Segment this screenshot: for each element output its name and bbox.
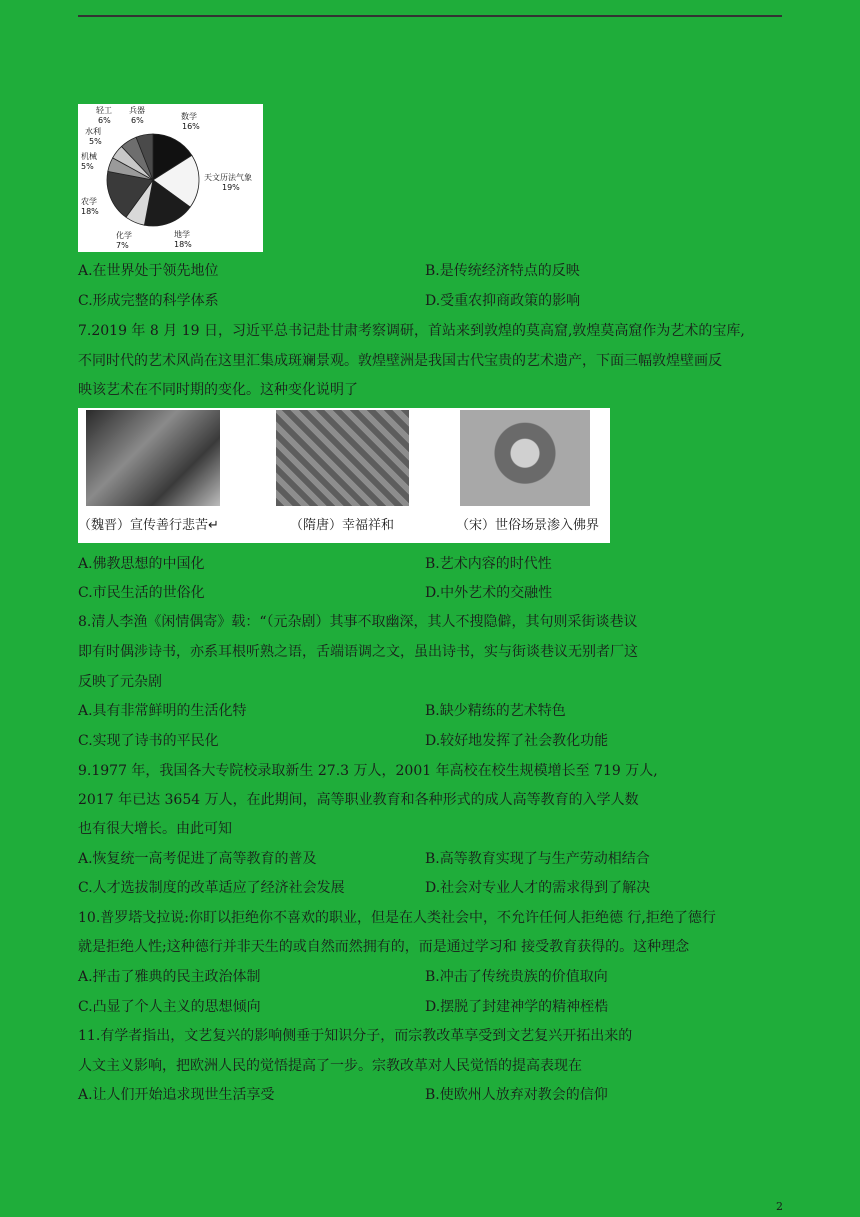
pie-value-light: 6% xyxy=(98,116,111,125)
header-rule xyxy=(78,15,782,17)
pie-label-geo: 地学 xyxy=(174,230,190,239)
q11-option-a: A.让人们开始追求现世生活享受 xyxy=(78,1087,275,1103)
q9-stem-line-1: 9.1977 年，我国各大专院校录取新生 27.3 万人，2001 年高校在校生规模增长至 719 万人, xyxy=(78,763,658,779)
caption-song: （宋）世俗场景渗入佛界 xyxy=(456,518,600,533)
mural-song-image xyxy=(460,410,590,506)
q7-option-d: D.中外艺术的交融性 xyxy=(425,585,553,601)
q6-option-d: D.受重农抑商政策的影响 xyxy=(425,293,581,309)
q8-stem-line-1: 8.清人李渔《闲情偶寄》载：“（元杂剧）其事不取幽深，其人不搜隐僻，其句则采街谈巷议 xyxy=(78,614,638,630)
pie-label-agri: 农学 xyxy=(81,197,97,206)
pie-value-math: 16% xyxy=(182,122,200,131)
q11-option-b: B.使欧州人放弃对教会的信仰 xyxy=(425,1087,608,1103)
q7-stem-line-2: 不同时代的艺术风尚在这里汇集成斑斓景观。敦煌壁洲是我国古代宝贵的艺术遗产，下面三幅敦煌壁画反 xyxy=(78,353,722,369)
q9-stem-line-3: 也有很大增长。由此可知 xyxy=(78,821,232,837)
q8-option-b: B.缺少精练的艺术特色 xyxy=(425,703,566,719)
q7-option-c: C.市民生活的世俗化 xyxy=(78,585,205,601)
pie-label-light: 轻工 xyxy=(96,106,112,115)
q8-option-a: A.具有非常鲜明的生活化特 xyxy=(78,703,247,719)
q8-option-d: D.较好地发挥了社会教化功能 xyxy=(425,733,609,749)
pie-value-geo: 18% xyxy=(174,240,192,249)
pie-label-water: 水利 xyxy=(85,127,101,136)
q10-option-d: D.摆脱了封建神学的精神桎梏 xyxy=(425,999,609,1015)
q11-stem-line-2: 人文主义影响，把欧洲人民的觉悟提高了一步。宗教改革对人民觉悟的提高表现在 xyxy=(78,1058,582,1074)
q6-option-a: A.在世界处于领先地位 xyxy=(78,263,219,279)
q11-stem-line-1: 11.有学者指出，文艺复兴的影响侧垂于知识分子，而宗教改革享受到文艺复兴开拓出来的 xyxy=(78,1028,633,1044)
q7-option-a: A.佛教思想的中国化 xyxy=(78,556,205,572)
q7-stem-line-1: 7.2019 年 8 月 19 日，习近平总书记赴甘肃考察调研，首站来到敦煌的莫高窟,敦煌莫高窟作为艺术的宝库, xyxy=(78,323,745,339)
q8-option-c: C.实现了诗书的平民化 xyxy=(78,733,219,749)
mural-suitang-image xyxy=(276,410,409,506)
q8-stem-line-2: 即有时偶涉诗书，亦系耳根听熟之语，舌端语调之文，虽出诗书，实与街谈巷议无别者厂这 xyxy=(78,644,638,660)
q9-stem-line-2: 2017 年已达 3654 万人，在此期间，高等职业教育和各种形式的成人高等教育的入学人数 xyxy=(78,792,639,808)
mural-weijin-image xyxy=(86,410,220,506)
q10-option-a: A.抨击了雅典的民主政治体制 xyxy=(78,969,261,985)
q9-option-c: C.人才选拔制度的改革适应了经济社会发展 xyxy=(78,880,345,896)
pie-value-agri: 18% xyxy=(81,207,99,216)
pie-value-chem: 7% xyxy=(116,241,129,250)
q10-stem-line-1: 10.普罗塔戈拉说:你盯以拒绝你不喜欢的职业，但是在人类社会中，不允许任何人拒绝德 行,拒绝了德行 xyxy=(78,910,716,926)
pie-label-chem: 化学 xyxy=(116,231,132,240)
pie-label-math: 数学 xyxy=(181,112,197,121)
pie-chart xyxy=(78,104,263,252)
q8-stem-line-3: 反映了元杂剧 xyxy=(78,674,162,690)
page-number: 2 xyxy=(776,1200,783,1213)
pie-label-weapon: 兵器 xyxy=(129,106,145,115)
q9-option-a: A.恢复统一高考促进了高等教育的普及 xyxy=(78,851,317,867)
pie-chart-figure xyxy=(78,104,263,252)
pie-value-mech: 5% xyxy=(81,162,94,171)
pie-value-astronomy: 19% xyxy=(222,183,240,192)
caption-suitang: （隋唐）幸福祥和 xyxy=(290,518,395,533)
pie-label-mech: 机械 xyxy=(81,152,97,161)
pie-label-astronomy: 天文历法气象 xyxy=(204,173,252,182)
q6-option-c: C.形成完整的科学体系 xyxy=(78,293,219,309)
q7-option-b: B.艺术内容的时代性 xyxy=(425,556,552,572)
pie-value-weapon: 6% xyxy=(131,116,144,125)
q10-option-b: B.冲击了传统贵族的价值取向 xyxy=(425,969,608,985)
q9-option-b: B.高等教育实现了与生产劳动相结合 xyxy=(425,851,650,867)
dunhuang-murals-figure xyxy=(78,408,610,543)
pie-value-water: 5% xyxy=(89,137,102,146)
q7-stem-line-3: 映该艺术在不同时期的变化。这种变化说明了 xyxy=(78,382,358,398)
q10-stem-line-2: 就是拒绝人性;这种德行并非天生的或自然而然拥有的，而是通过学习和 接受教育获得的。这种理念 xyxy=(78,939,690,955)
q10-option-c: C.凸显了个人主义的思想倾向 xyxy=(78,999,261,1015)
q6-option-b: B.是传统经济特点的反映 xyxy=(425,263,580,279)
caption-weijin: （魏晋）宣传善行悲苦↵ xyxy=(78,518,219,533)
q9-option-d: D.社会对专业人才的需求得到了解决 xyxy=(425,880,651,896)
